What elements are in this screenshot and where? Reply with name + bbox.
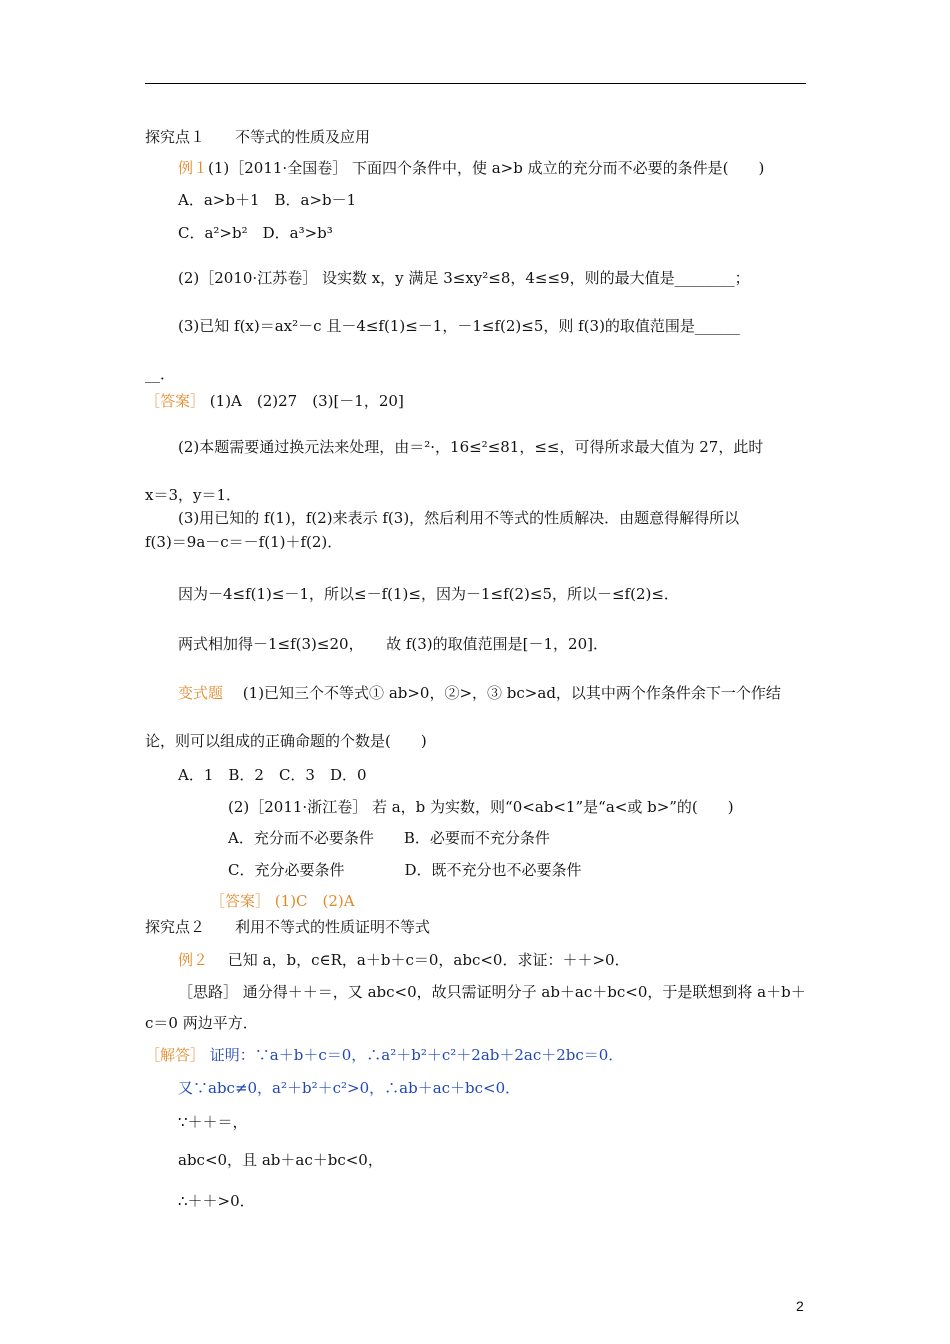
variant-q2-options-cd: C．充分必要条件 D．既不充分也不必要条件 xyxy=(228,861,582,879)
example2-proof-label: ［解答］ xyxy=(145,1046,206,1064)
variant-q2: (2)［2011·浙江卷］ 若 a，b 为实数，则“0<ab<1”是“a<或 b>”的( ) xyxy=(228,798,734,816)
example1-q1-options-ab: A．a>b＋1 B．a>b－1 xyxy=(178,191,357,209)
example1-q3-tail: __． xyxy=(145,365,176,383)
example1-q1 xyxy=(178,158,764,178)
page-number: 2 xyxy=(796,1298,804,1314)
header-rule xyxy=(145,83,806,84)
answer1 xyxy=(145,391,404,411)
example2-idea-line1 xyxy=(178,982,806,1002)
variant-label: 变式题 xyxy=(178,684,224,702)
example1-q3: (3)已知 f(x)＝ax²－c 且－4≤f(1)≤－1，－1≤f(2)≤5，则 f(3)的取值范围是______ xyxy=(178,317,740,335)
example2-idea-text: 通分得＋＋＝，又 abc<0，故只需证明分子 ab＋ac＋bc<0，于是联想到将 a＋b＋ xyxy=(242,983,806,1001)
example2-proof-line1 xyxy=(145,1045,623,1065)
variant-answer-text: (1)C (2)A xyxy=(274,892,355,910)
example2-idea-label: ［思路］ xyxy=(178,983,239,1001)
example2-proof-line2: 又∵abc≠0，a²＋b²＋c²>0，∴ab＋ac＋bc<0． xyxy=(178,1079,521,1097)
example1-q2: (2)［2010·江苏卷］ 设实数 x，y 满足 3≤xy²≤8，4≤≤9，则的最大值是________； xyxy=(178,269,750,287)
solution1-line2: x＝3，y＝1． xyxy=(145,486,242,504)
example2-label: 例２ xyxy=(178,951,209,969)
example2-stem xyxy=(178,950,630,970)
solution1-line1: (2)本题需要通过换元法来处理，由＝²·，16≤²≤81，≤≤，可得所求最大值为 27，此时 xyxy=(178,438,764,456)
solution1-line3: (3)用已知的 f(1)，f(2)来表示 f(3)，然后利用不等式的性质解决．由题意得解得所以 xyxy=(178,509,740,527)
example2-proof-text: 证明：∵a＋b＋c＝0，∴a²＋b²＋c²＋2ab＋2ac＋2bc＝0． xyxy=(209,1046,624,1064)
example2-idea-line2: c＝0 两边平方． xyxy=(145,1014,258,1032)
solution1-line4: f(3)＝9a－c＝－f(1)＋f(2)． xyxy=(145,533,343,551)
answer1-text: (1)A (2)27 (3)[－1，20] xyxy=(209,392,404,410)
variant-q1-text: (1)已知三个不等式① ab>0，②>，③ bc>ad，以其中两个作条件余下一个作结 xyxy=(242,684,781,702)
example2-proof-line5: ∴＋＋>0． xyxy=(178,1192,255,1210)
variant-q1-line2: 论，则可以组成的正确命题的个数是( ) xyxy=(145,732,427,750)
variant-q1-options: A．1 B．2 C．3 D．0 xyxy=(178,766,367,784)
variant-answer-label: ［答案］ xyxy=(210,892,271,910)
example2-proof-line3: ∵＋＋＝， xyxy=(178,1113,248,1131)
variant-q1-line1 xyxy=(178,683,781,703)
answer1-label: ［答案］ xyxy=(145,392,206,410)
solution1-line6: 两式相加得－1≤f(3)≤20， 故 f(3)的取值范围是[－1，20]． xyxy=(178,635,608,653)
section2-title: 探究点２ 利用不等式的性质证明不等式 xyxy=(145,918,431,936)
solution1-line5: 因为－4≤f(1)≤－1，所以≤－f(1)≤，因为－1≤f(2)≤5，所以－≤f(2)≤． xyxy=(178,585,679,603)
example2-proof-line4: abc<0，且 ab＋ac＋bc<0， xyxy=(178,1151,383,1169)
section1-title: 探究点１ 不等式的性质及应用 xyxy=(145,128,371,146)
variant-answer xyxy=(210,891,355,911)
example1-label: 例１ xyxy=(178,159,209,177)
example1-q1-options-cd: C．a²>b² D．a³>b³ xyxy=(178,224,333,242)
example2-stem-text: 已知 a，b，c∈R，a＋b＋c＝0，abc<0．求证：＋＋>0． xyxy=(227,951,630,969)
variant-q2-options-ab: A．充分而不必要条件 B．必要而不充分条件 xyxy=(228,829,550,847)
example1-q1-text: (1)［2011·全国卷］ 下面四个条件中，使 a>b 成立的充分而不必要的条件是( ) xyxy=(208,159,765,177)
